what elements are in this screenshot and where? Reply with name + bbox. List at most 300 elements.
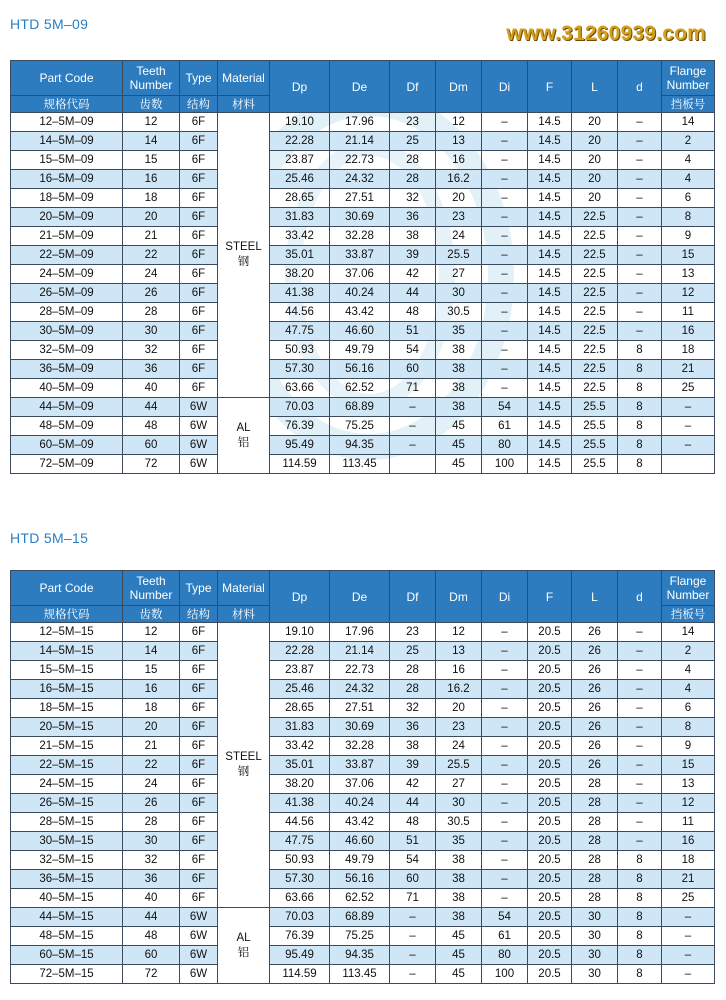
- part-code-cell: 48–5M–09: [11, 417, 123, 436]
- part-code-cell: 16–5M–15: [11, 680, 123, 699]
- type-cell: 6F: [180, 661, 218, 680]
- header-teeth-line2: Number: [129, 588, 173, 602]
- d-cell: –: [618, 718, 662, 737]
- type-cell: 6F: [180, 170, 218, 189]
- de-cell: 33.87: [330, 756, 390, 775]
- df-cell: 28: [390, 170, 436, 189]
- df-cell: 48: [390, 303, 436, 322]
- dm-cell: 25.5: [436, 756, 482, 775]
- l-cell: 30: [572, 946, 618, 965]
- de-cell: 32.28: [330, 737, 390, 756]
- de-cell: 43.42: [330, 303, 390, 322]
- flange-cell: 11: [662, 303, 715, 322]
- d-cell: –: [618, 794, 662, 813]
- flange-cell: 9: [662, 227, 715, 246]
- part-code-cell: 20–5M–09: [11, 208, 123, 227]
- spec-table-5m-09: [10, 60, 715, 474]
- part-code-cell: 16–5M–09: [11, 170, 123, 189]
- l-cell: 20: [572, 113, 618, 132]
- type-cell: 6W: [180, 436, 218, 455]
- dm-cell: 27: [436, 265, 482, 284]
- table-row: [11, 718, 715, 737]
- d-cell: –: [618, 699, 662, 718]
- df-cell: 28: [390, 680, 436, 699]
- dp-cell: 19.10: [270, 113, 330, 132]
- dm-cell: 12: [436, 113, 482, 132]
- flange-cell: 12: [662, 794, 715, 813]
- header-teeth-line2: Number: [129, 78, 173, 92]
- dp-cell: 63.66: [270, 889, 330, 908]
- part-code-cell: 21–5M–09: [11, 227, 123, 246]
- dp-cell: 23.87: [270, 151, 330, 170]
- df-cell: –: [390, 927, 436, 946]
- type-cell: 6F: [180, 246, 218, 265]
- dm-cell: 16: [436, 661, 482, 680]
- dp-cell: 19.10: [270, 623, 330, 642]
- dp-cell: 23.87: [270, 661, 330, 680]
- teeth-cell: 21: [123, 227, 180, 246]
- type-cell: 6F: [180, 699, 218, 718]
- dp-cell: 33.42: [270, 227, 330, 246]
- f-cell: 20.5: [528, 775, 572, 794]
- df-cell: 44: [390, 284, 436, 303]
- dp-cell: 114.59: [270, 965, 330, 984]
- df-cell: 51: [390, 322, 436, 341]
- di-cell: –: [482, 322, 528, 341]
- dm-cell: 25.5: [436, 246, 482, 265]
- dm-cell: 38: [436, 398, 482, 417]
- header-part-code: Part Code: [11, 61, 123, 96]
- l-cell: 28: [572, 813, 618, 832]
- l-cell: 28: [572, 832, 618, 851]
- type-cell: 6F: [180, 208, 218, 227]
- section-title-5m-15: HTD 5M–15: [10, 530, 89, 546]
- f-cell: 14.5: [528, 151, 572, 170]
- part-code-cell: 15–5M–15: [11, 661, 123, 680]
- header-de: De: [330, 571, 390, 623]
- df-cell: –: [390, 908, 436, 927]
- table-row: [11, 151, 715, 170]
- df-cell: 71: [390, 379, 436, 398]
- flange-cell: 4: [662, 661, 715, 680]
- df-cell: –: [390, 965, 436, 984]
- de-cell: 21.14: [330, 132, 390, 151]
- di-cell: –: [482, 341, 528, 360]
- header-flange-number: [662, 571, 715, 606]
- f-cell: 14.5: [528, 189, 572, 208]
- df-cell: 60: [390, 870, 436, 889]
- d-cell: –: [618, 170, 662, 189]
- d-cell: 8: [618, 908, 662, 927]
- teeth-cell: 26: [123, 284, 180, 303]
- dm-cell: 13: [436, 642, 482, 661]
- l-cell: 20: [572, 170, 618, 189]
- part-code-cell: 44–5M–09: [11, 398, 123, 417]
- df-cell: 28: [390, 151, 436, 170]
- table-row: [11, 189, 715, 208]
- l-cell: 25.5: [572, 398, 618, 417]
- type-cell: 6F: [180, 322, 218, 341]
- table-row: [11, 661, 715, 680]
- table-row: [11, 436, 715, 455]
- table-row: [11, 927, 715, 946]
- dm-cell: 20: [436, 699, 482, 718]
- material-label-cn: 钢: [237, 256, 250, 268]
- flange-cell: 8: [662, 208, 715, 227]
- part-code-cell: 30–5M–15: [11, 832, 123, 851]
- l-cell: 26: [572, 718, 618, 737]
- teeth-cell: 14: [123, 132, 180, 151]
- teeth-cell: 44: [123, 398, 180, 417]
- f-cell: 14.5: [528, 379, 572, 398]
- df-cell: 71: [390, 889, 436, 908]
- de-cell: 49.79: [330, 341, 390, 360]
- de-cell: 40.24: [330, 284, 390, 303]
- l-cell: 28: [572, 870, 618, 889]
- type-cell: 6F: [180, 132, 218, 151]
- table-row: [11, 775, 715, 794]
- de-cell: 37.06: [330, 775, 390, 794]
- dp-cell: 95.49: [270, 436, 330, 455]
- d-cell: 8: [618, 927, 662, 946]
- teeth-cell: 28: [123, 813, 180, 832]
- l-cell: 22.5: [572, 265, 618, 284]
- dp-cell: 63.66: [270, 379, 330, 398]
- d-cell: –: [618, 132, 662, 151]
- table-body: [11, 623, 715, 984]
- flange-cell: 6: [662, 699, 715, 718]
- table-body: [11, 113, 715, 474]
- de-cell: 75.25: [330, 417, 390, 436]
- dp-cell: 57.30: [270, 870, 330, 889]
- de-cell: 22.73: [330, 151, 390, 170]
- part-code-cell: 18–5M–09: [11, 189, 123, 208]
- table-row: [11, 113, 715, 132]
- di-cell: –: [482, 680, 528, 699]
- teeth-cell: 72: [123, 965, 180, 984]
- de-cell: 21.14: [330, 642, 390, 661]
- de-cell: 32.28: [330, 227, 390, 246]
- d-cell: –: [618, 322, 662, 341]
- di-cell: 61: [482, 927, 528, 946]
- dp-cell: 70.03: [270, 908, 330, 927]
- dp-cell: 41.38: [270, 794, 330, 813]
- part-code-cell: 72–5M–15: [11, 965, 123, 984]
- de-cell: 27.51: [330, 699, 390, 718]
- dp-cell: 76.39: [270, 417, 330, 436]
- material-cell: [218, 398, 270, 474]
- flange-cell: 13: [662, 775, 715, 794]
- f-cell: 20.5: [528, 813, 572, 832]
- flange-cell: 14: [662, 113, 715, 132]
- teeth-cell: 30: [123, 322, 180, 341]
- table-row: [11, 756, 715, 775]
- part-code-cell: 26–5M–15: [11, 794, 123, 813]
- header-df: Df: [390, 571, 436, 623]
- d-cell: 8: [618, 851, 662, 870]
- l-cell: 30: [572, 908, 618, 927]
- d-cell: –: [618, 642, 662, 661]
- di-cell: 54: [482, 398, 528, 417]
- dp-cell: 31.83: [270, 208, 330, 227]
- l-cell: 20: [572, 132, 618, 151]
- teeth-cell: 36: [123, 360, 180, 379]
- f-cell: 20.5: [528, 889, 572, 908]
- flange-cell: 14: [662, 623, 715, 642]
- de-cell: 62.52: [330, 889, 390, 908]
- di-cell: –: [482, 699, 528, 718]
- d-cell: –: [618, 284, 662, 303]
- d-cell: –: [618, 227, 662, 246]
- di-cell: –: [482, 832, 528, 851]
- part-code-cell: 15–5M–09: [11, 151, 123, 170]
- de-cell: 27.51: [330, 189, 390, 208]
- l-cell: 22.5: [572, 208, 618, 227]
- dp-cell: 47.75: [270, 832, 330, 851]
- teeth-cell: 15: [123, 151, 180, 170]
- table-row: [11, 794, 715, 813]
- type-cell: 6W: [180, 455, 218, 474]
- dm-cell: 38: [436, 360, 482, 379]
- table-row: [11, 379, 715, 398]
- site-url: www.31260939.com: [506, 22, 706, 45]
- material-cell: [218, 908, 270, 984]
- part-code-cell: 12–5M–15: [11, 623, 123, 642]
- f-cell: 14.5: [528, 170, 572, 189]
- di-cell: –: [482, 151, 528, 170]
- flange-cell: –: [662, 927, 715, 946]
- header-teeth-number: [123, 61, 180, 96]
- header-flange-line1: Flange: [669, 574, 707, 588]
- de-cell: 40.24: [330, 794, 390, 813]
- flange-cell: 2: [662, 132, 715, 151]
- material-cell: [218, 623, 270, 908]
- di-cell: 80: [482, 946, 528, 965]
- df-cell: 54: [390, 851, 436, 870]
- dm-cell: 45: [436, 927, 482, 946]
- material-label-cn: 钢: [237, 766, 250, 778]
- type-cell: 6W: [180, 946, 218, 965]
- teeth-cell: 60: [123, 946, 180, 965]
- part-code-cell: 40–5M–15: [11, 889, 123, 908]
- teeth-cell: 48: [123, 927, 180, 946]
- type-cell: 6F: [180, 265, 218, 284]
- dm-cell: 45: [436, 455, 482, 474]
- table-row: [11, 813, 715, 832]
- dm-cell: 38: [436, 870, 482, 889]
- header-di: Di: [482, 61, 528, 113]
- df-cell: 25: [390, 642, 436, 661]
- header-material-cn: 材料: [218, 606, 270, 623]
- header-di: Di: [482, 571, 528, 623]
- teeth-cell: 16: [123, 170, 180, 189]
- teeth-cell: 22: [123, 246, 180, 265]
- dm-cell: 30.5: [436, 303, 482, 322]
- di-cell: –: [482, 170, 528, 189]
- de-cell: 37.06: [330, 265, 390, 284]
- f-cell: 14.5: [528, 360, 572, 379]
- dp-cell: 47.75: [270, 322, 330, 341]
- header-l: L: [572, 571, 618, 623]
- df-cell: 25: [390, 132, 436, 151]
- di-cell: –: [482, 851, 528, 870]
- header-l: L: [572, 61, 618, 113]
- dp-cell: 25.46: [270, 170, 330, 189]
- di-cell: –: [482, 775, 528, 794]
- part-code-cell: 32–5M–09: [11, 341, 123, 360]
- dm-cell: 16.2: [436, 680, 482, 699]
- dp-cell: 76.39: [270, 927, 330, 946]
- flange-cell: 12: [662, 284, 715, 303]
- l-cell: 22.5: [572, 322, 618, 341]
- d-cell: –: [618, 208, 662, 227]
- part-code-cell: 28–5M–15: [11, 813, 123, 832]
- dp-cell: 25.46: [270, 680, 330, 699]
- dm-cell: 45: [436, 946, 482, 965]
- part-code-cell: 36–5M–15: [11, 870, 123, 889]
- d-cell: 8: [618, 946, 662, 965]
- d-cell: –: [618, 813, 662, 832]
- f-cell: 20.5: [528, 756, 572, 775]
- de-cell: 30.69: [330, 718, 390, 737]
- type-cell: 6W: [180, 965, 218, 984]
- teeth-cell: 16: [123, 680, 180, 699]
- header-teeth-number: [123, 571, 180, 606]
- type-cell: 6F: [180, 642, 218, 661]
- section-title-5m-09: HTD 5M–09: [10, 16, 89, 32]
- df-cell: 38: [390, 227, 436, 246]
- l-cell: 26: [572, 756, 618, 775]
- header-type-cn: 结构: [180, 96, 218, 113]
- f-cell: 20.5: [528, 642, 572, 661]
- table-row: [11, 965, 715, 984]
- header-d: d: [618, 61, 662, 113]
- de-cell: 56.16: [330, 360, 390, 379]
- flange-cell: 4: [662, 680, 715, 699]
- flange-cell: 21: [662, 870, 715, 889]
- d-cell: –: [618, 832, 662, 851]
- di-cell: –: [482, 132, 528, 151]
- f-cell: 14.5: [528, 113, 572, 132]
- table-row: [11, 170, 715, 189]
- table-row: [11, 946, 715, 965]
- f-cell: 20.5: [528, 870, 572, 889]
- dm-cell: 38: [436, 908, 482, 927]
- l-cell: 25.5: [572, 455, 618, 474]
- de-cell: 22.73: [330, 661, 390, 680]
- f-cell: 14.5: [528, 208, 572, 227]
- header-material: Material: [218, 61, 270, 96]
- header-teeth-cn: 齿数: [123, 96, 180, 113]
- type-cell: 6F: [180, 227, 218, 246]
- di-cell: 100: [482, 965, 528, 984]
- dp-cell: 38.20: [270, 265, 330, 284]
- l-cell: 26: [572, 737, 618, 756]
- table-row: [11, 832, 715, 851]
- table-row: [11, 208, 715, 227]
- dp-cell: 114.59: [270, 455, 330, 474]
- df-cell: 42: [390, 775, 436, 794]
- table-row: [11, 398, 715, 417]
- l-cell: 22.5: [572, 246, 618, 265]
- df-cell: 28: [390, 661, 436, 680]
- part-code-cell: 44–5M–15: [11, 908, 123, 927]
- dp-cell: 35.01: [270, 756, 330, 775]
- material-cell: [218, 113, 270, 398]
- l-cell: 28: [572, 794, 618, 813]
- flange-cell: [662, 455, 715, 474]
- df-cell: 23: [390, 623, 436, 642]
- l-cell: 22.5: [572, 360, 618, 379]
- de-cell: 113.45: [330, 455, 390, 474]
- teeth-cell: 60: [123, 436, 180, 455]
- di-cell: –: [482, 642, 528, 661]
- di-cell: –: [482, 718, 528, 737]
- dp-cell: 28.65: [270, 699, 330, 718]
- f-cell: 14.5: [528, 132, 572, 151]
- de-cell: 17.96: [330, 623, 390, 642]
- flange-cell: 16: [662, 322, 715, 341]
- material-label-en: AL: [236, 421, 251, 434]
- dm-cell: 30.5: [436, 813, 482, 832]
- d-cell: 8: [618, 870, 662, 889]
- header-de: De: [330, 61, 390, 113]
- type-cell: 6F: [180, 870, 218, 889]
- table-row: [11, 417, 715, 436]
- flange-cell: 6: [662, 189, 715, 208]
- part-code-cell: 21–5M–15: [11, 737, 123, 756]
- dp-cell: 41.38: [270, 284, 330, 303]
- f-cell: 20.5: [528, 661, 572, 680]
- di-cell: –: [482, 756, 528, 775]
- d-cell: –: [618, 623, 662, 642]
- header-flange-cn: 挡板号: [662, 96, 715, 113]
- dm-cell: 24: [436, 737, 482, 756]
- flange-cell: 2: [662, 642, 715, 661]
- de-cell: 94.35: [330, 436, 390, 455]
- flange-cell: 15: [662, 756, 715, 775]
- de-cell: 30.69: [330, 208, 390, 227]
- f-cell: 20.5: [528, 927, 572, 946]
- df-cell: 51: [390, 832, 436, 851]
- di-cell: 61: [482, 417, 528, 436]
- teeth-cell: 24: [123, 265, 180, 284]
- flange-cell: –: [662, 908, 715, 927]
- part-code-cell: 22–5M–15: [11, 756, 123, 775]
- header-teeth-line1: Teeth: [136, 574, 166, 588]
- type-cell: 6F: [180, 851, 218, 870]
- dp-cell: 70.03: [270, 398, 330, 417]
- type-cell: 6F: [180, 737, 218, 756]
- l-cell: 26: [572, 699, 618, 718]
- flange-cell: –: [662, 436, 715, 455]
- header-part-code-cn: 规格代码: [11, 96, 123, 113]
- df-cell: 32: [390, 699, 436, 718]
- type-cell: 6F: [180, 151, 218, 170]
- teeth-cell: 72: [123, 455, 180, 474]
- f-cell: 14.5: [528, 341, 572, 360]
- header-dp: Dp: [270, 571, 330, 623]
- di-cell: –: [482, 246, 528, 265]
- type-cell: 6F: [180, 189, 218, 208]
- type-cell: 6F: [180, 623, 218, 642]
- dm-cell: 45: [436, 436, 482, 455]
- dp-cell: 31.83: [270, 718, 330, 737]
- l-cell: 22.5: [572, 227, 618, 246]
- dm-cell: 27: [436, 775, 482, 794]
- table-row: [11, 227, 715, 246]
- flange-cell: 18: [662, 341, 715, 360]
